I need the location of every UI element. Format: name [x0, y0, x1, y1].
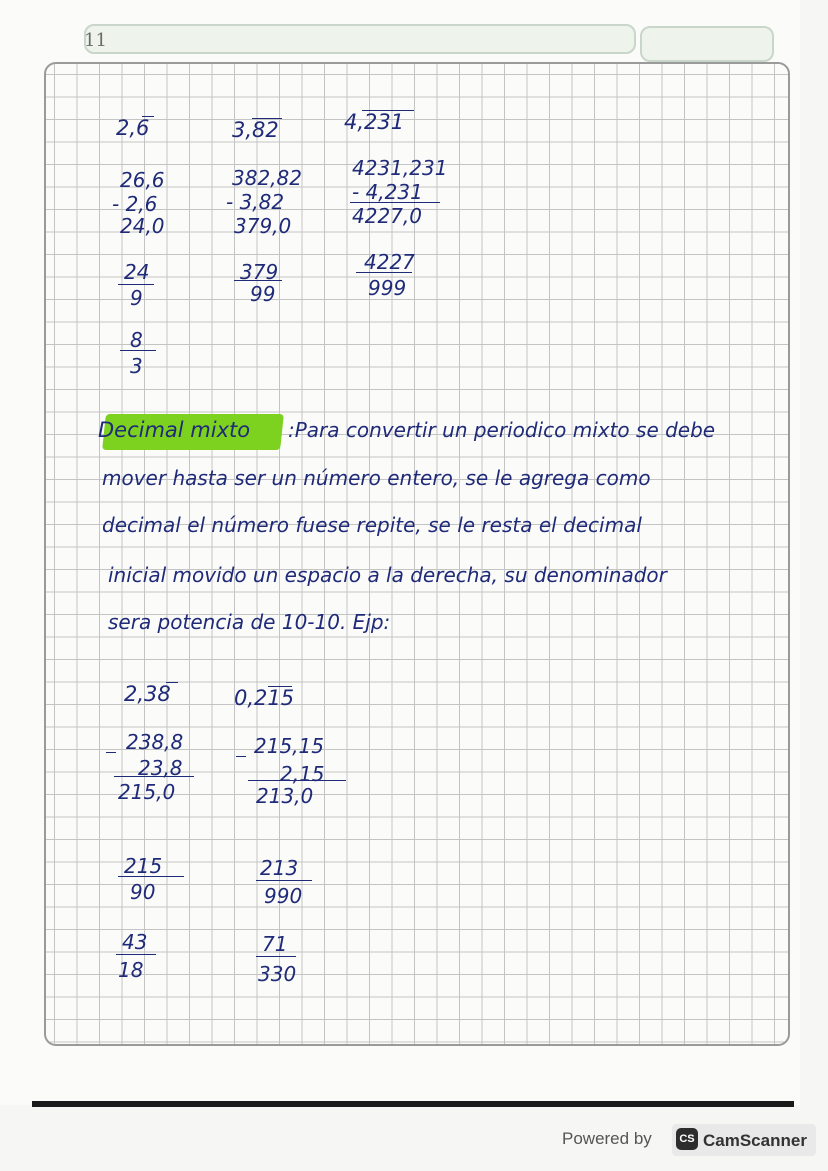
fraction-numerator: 215	[124, 854, 163, 878]
subtracted-number: - 2,6	[112, 192, 158, 216]
difference: 215,0	[118, 780, 176, 804]
page-bottom-edge	[32, 1101, 794, 1107]
fraction-bar	[120, 350, 156, 351]
shifted-number: 4231,231	[352, 156, 448, 180]
minus-sign	[236, 756, 246, 757]
simplified-denominator: 18	[118, 958, 144, 982]
difference: 213,0	[256, 784, 314, 808]
fraction-denominator: 99	[250, 282, 276, 306]
difference: 4227,0	[352, 204, 422, 228]
fraction-numerator: 24	[124, 260, 150, 284]
difference: 24,0	[120, 214, 165, 238]
example-number: 4,231	[344, 110, 405, 134]
subtraction-line	[350, 202, 440, 203]
example-number: 0,215	[234, 686, 295, 710]
header-tab	[640, 26, 774, 62]
repeat-bar	[362, 110, 414, 111]
shifted-number: 215,15	[254, 734, 324, 758]
simplified-denominator: 330	[258, 962, 297, 986]
text-line: mover hasta ser un número entero, se le agrega como	[102, 466, 651, 490]
shifted-number: 26,6	[120, 168, 165, 192]
example-number: 2,6	[116, 116, 150, 140]
simplified-denominator: 3	[130, 354, 143, 378]
subtraction-line	[114, 776, 194, 777]
camscanner-icon: CS	[676, 1128, 698, 1150]
fraction-bar	[356, 272, 412, 273]
shifted-number: 382,82	[232, 166, 302, 190]
fraction-bar	[116, 954, 156, 955]
fraction-bar	[256, 880, 312, 881]
repeat-bar	[268, 686, 292, 687]
difference: 379,0	[234, 214, 292, 238]
fraction-bar	[118, 284, 154, 285]
fraction-numerator: 379	[240, 260, 279, 284]
text-line: :Para convertir un periodico mixto se debe	[288, 418, 716, 442]
text-line: decimal el número fuese repite, se le resta el decimal	[102, 513, 642, 537]
repeat-bar	[142, 116, 154, 117]
simplified-numerator: 8	[130, 328, 143, 352]
subtracted-number: - 3,82	[226, 190, 285, 214]
section-title: Decimal mixto	[98, 418, 251, 442]
minus-sign	[106, 752, 116, 753]
subtracted-number: 2,15	[280, 762, 325, 786]
repeat-bar	[252, 118, 282, 119]
text-line: sera potencia de 10-10. Ejp:	[108, 610, 391, 634]
text-line: inicial movido un espacio a la derecha, su denominador	[108, 563, 667, 587]
subtracted-number: - 4,231	[352, 180, 423, 204]
header-box	[84, 24, 636, 54]
fraction-bar	[256, 956, 296, 957]
example-number: 2,38	[124, 682, 171, 706]
example-number: 3,82	[232, 118, 279, 142]
powered-by-text: Powered by	[562, 1129, 652, 1148]
fraction-denominator: 9	[130, 286, 143, 310]
page-number: 11	[84, 30, 107, 51]
fraction-numerator: 4227	[364, 250, 415, 274]
simplified-numerator: 71	[262, 932, 288, 956]
camscanner-brand: CamScanner	[703, 1131, 807, 1150]
fraction-bar	[234, 280, 282, 281]
fraction-denominator: 990	[264, 884, 303, 908]
fraction-denominator: 90	[130, 880, 156, 904]
fraction-numerator: 213	[260, 856, 299, 880]
repeat-bar	[166, 682, 178, 683]
subtracted-number: 23,8	[138, 756, 183, 780]
fraction-denominator: 999	[368, 276, 407, 300]
simplified-numerator: 43	[122, 930, 148, 954]
shifted-number: 238,8	[126, 730, 184, 754]
fraction-bar	[118, 876, 184, 877]
subtraction-line	[248, 780, 346, 781]
